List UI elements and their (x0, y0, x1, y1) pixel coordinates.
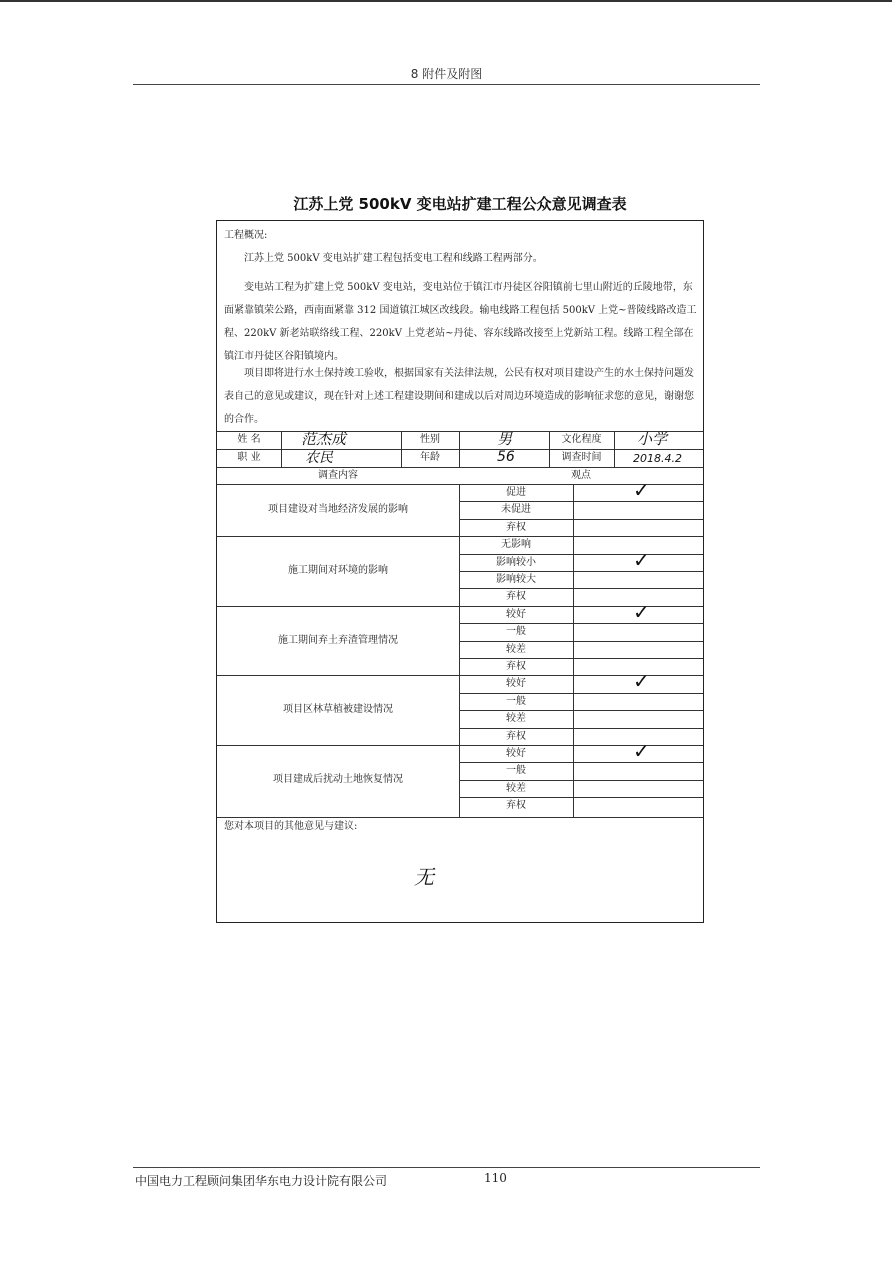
info-divider (459, 431, 460, 467)
option-label: 较好 (506, 678, 526, 690)
option-rule (459, 623, 703, 624)
option-rule (459, 519, 703, 520)
question-separator (217, 675, 703, 676)
option-divider (573, 484, 574, 817)
content-header: 调查内容 (318, 470, 358, 481)
option-label: 弃权 (506, 800, 526, 812)
header-rule (133, 84, 760, 85)
question-topic: 施工期间弃土弃渣管理情况 (278, 634, 398, 646)
info-top-rule (217, 431, 703, 432)
gender-value: 男 (497, 430, 513, 448)
overview-paragraph-3: 项目即将进行水土保持竣工验收，根据国家有关法律法规，公民有权对项目建设产生的水土保持问题发表自己的意见或建议，现在针对上述工程建设期间和建成以后对周边环境造成的影响征求您的意见，谢谢您的合作。 (224, 368, 694, 425)
option-label: 一般 (506, 695, 526, 707)
option-label: 促进 (506, 487, 526, 498)
page-number: 110 (484, 1171, 507, 1185)
check-mark-icon: ✓ (633, 478, 650, 502)
option-rule (459, 762, 703, 763)
info-bottom-rule (217, 467, 703, 468)
option-label: 影响较小 (496, 556, 536, 568)
name-value: 范杰成 (301, 430, 347, 448)
survey-time-value: 2018.4.2 (633, 452, 682, 465)
info-divider (281, 431, 282, 467)
table-header-rule (217, 484, 703, 485)
occupation-value: 农民 (305, 450, 333, 466)
option-label: 未促进 (501, 504, 531, 516)
form-title: 江苏上党 500kV 变电站扩建工程公众意见调查表 (293, 195, 627, 213)
option-label: 较差 (506, 782, 526, 794)
option-label: 较差 (506, 643, 526, 655)
option-label: 较好 (506, 608, 526, 620)
gender-label: 性别 (420, 434, 440, 445)
question-separator (217, 745, 703, 746)
survey-time-label: 调查时间 (561, 452, 602, 463)
check-mark-icon: ✓ (633, 669, 650, 694)
info-mid-rule (217, 449, 703, 450)
question-topic: 项目建设对当地经济发展的影响 (268, 504, 408, 516)
option-label: 较好 (506, 748, 526, 759)
question-separator (217, 536, 703, 537)
option-rule (459, 797, 703, 798)
check-mark-icon: ✓ (633, 547, 650, 572)
page-header: 8 附件及附图 (410, 67, 483, 81)
question-separator (217, 606, 703, 607)
option-rule (459, 501, 703, 502)
option-rule (459, 571, 703, 572)
option-rule (459, 554, 703, 555)
option-label: 弃权 (506, 521, 526, 533)
name-label: 姓 名 (237, 434, 261, 445)
page-top-border (0, 0, 892, 2)
other-label: 您对本项目的其他意见与建议: (224, 821, 358, 832)
option-rule (459, 693, 703, 694)
option-label: 一般 (506, 765, 526, 777)
option-label: 弃权 (506, 591, 526, 603)
option-label: 弃权 (506, 661, 526, 672)
option-label: 影响较大 (496, 574, 536, 585)
check-mark-icon: ✓ (633, 599, 650, 624)
occupation-label: 职 业 (237, 452, 261, 463)
opinion-header: 观点 (571, 470, 591, 481)
option-rule (459, 780, 703, 781)
option-label: 弃权 (506, 730, 526, 742)
age-label: 年龄 (420, 452, 440, 463)
footer-rule (133, 1167, 760, 1168)
education-value: 小学 (637, 430, 668, 448)
option-rule (459, 710, 703, 711)
option-rule (459, 728, 703, 729)
info-divider (614, 431, 615, 467)
other-value: 无 (414, 865, 434, 889)
option-rule (459, 641, 703, 642)
overview-paragraph-2: 变电站工程为扩建上党 500kV 变电站，变电站位于镇江市丹徒区谷阳镇前七里山附近的丘陵地带，东面紧靠镇荣公路，西南面紧靠 312 国道镇江城区改线段。输电线路工程包括 500kV 上党~普陵线路改造工程、220kV 新老站联络线工程、220kV 上党老站~丹徒、容东线路改接至上党新站工程。线路工程全部在镇江市丹徒区谷阳镇境内。 (224, 282, 697, 362)
question-topic: 项目区林草植被建设情况 (283, 704, 393, 716)
option-label: 一般 (506, 626, 526, 638)
table-bottom-rule (217, 817, 703, 818)
option-rule (459, 658, 703, 659)
check-mark-icon: ✓ (633, 739, 650, 763)
age-value: 56 (497, 449, 515, 465)
education-label: 文化程度 (561, 434, 602, 445)
overview-paragraph-1: 江苏上党 500kV 变电站扩建工程包括变电工程和线路工程两部分。 (244, 253, 543, 264)
option-rule (459, 588, 703, 589)
footer-company: 中国电力工程顾问集团华东电力设计院有限公司 (135, 1174, 388, 1188)
question-topic: 施工期间对环境的影响 (288, 565, 388, 576)
overview-heading: 工程概况: (224, 230, 268, 241)
option-label: 无影响 (501, 539, 531, 551)
option-label: 较差 (506, 713, 526, 725)
survey-form (216, 220, 704, 923)
question-topic: 项目建成后扰动土地恢复情况 (273, 773, 403, 785)
